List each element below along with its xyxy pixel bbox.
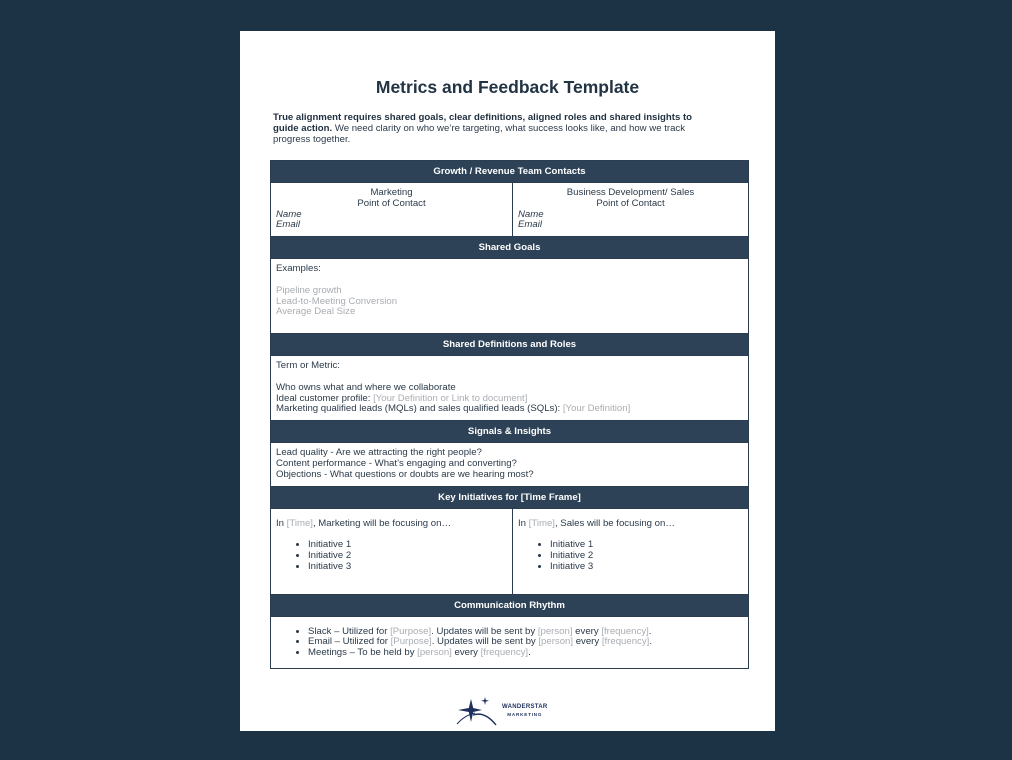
goal-example: Pipeline growth	[276, 284, 342, 296]
leads-placeholder[interactable]: [Your Definition]	[562, 403, 631, 415]
intro-bold: True alignment requires shared goals, clear definitions, aligned roles and shared insights to guide action.	[273, 112, 693, 134]
marketing-poc: Point of Contact	[357, 197, 426, 209]
definitions-cell	[271, 356, 749, 421]
rhythm-cell	[271, 616, 749, 668]
sales-email-field[interactable]: Email	[518, 219, 542, 231]
signals-header: Signals & Insights	[271, 421, 749, 443]
page-title: Metrics and Feedback Template	[375, 77, 640, 97]
rhythm-email: • Email – Utilized for [Purpose]. Updates will be sent by [person] every [frequency].	[308, 637, 743, 648]
rhythm-meetings: • Meetings – To be held by [person] every [frequency].	[308, 648, 743, 659]
marketing-focus-line: In [Time], Marketing will be focusing on…	[276, 517, 452, 529]
list-item: • Initiative 1	[550, 540, 743, 551]
list-item: • Initiative 3	[308, 562, 507, 573]
icp-label: Ideal customer profile:	[276, 392, 374, 404]
goals-cell	[271, 259, 749, 334]
rhythm-list	[276, 627, 743, 659]
marketing-initiative-list	[276, 540, 507, 572]
logo-wordmark: WANDERSTAR	[502, 704, 548, 710]
goals-label: Examples:	[276, 263, 321, 275]
signals-cell	[271, 443, 749, 486]
template-table	[270, 160, 749, 669]
sales-time-placeholder[interactable]: [Time]	[528, 517, 555, 529]
marketing-initiatives-cell	[271, 508, 513, 594]
icp-placeholder[interactable]: [Your Definition or Link to document]	[373, 392, 528, 404]
marketing-email-field[interactable]: Email	[276, 219, 300, 231]
list-item: • Initiative 2	[308, 551, 507, 562]
document-page	[240, 31, 775, 731]
logo-subtitle: MARKETING	[507, 712, 543, 717]
intro-rest: We need clarity on who we’re targeting, what success looks like, and how we track progress together.	[273, 123, 685, 145]
marketing-title: Marketing	[370, 187, 413, 198]
goal-example: Average Deal Size	[276, 306, 356, 318]
term-label: Term or Metric:	[276, 360, 340, 372]
list-item: • Initiative 2	[550, 551, 743, 562]
contacts-header: Growth / Revenue Team Contacts	[271, 161, 749, 183]
intro-paragraph	[273, 112, 713, 145]
marketing-contact-cell	[271, 183, 513, 237]
sales-initiatives-cell	[513, 508, 749, 594]
sales-title: Business Development/ Sales	[566, 187, 695, 198]
sales-name-field[interactable]: Name	[518, 208, 544, 220]
definitions-header: Shared Definitions and Roles	[271, 334, 749, 356]
initiatives-header: Key Initiatives for [Time Frame]	[271, 486, 749, 508]
signal-line: Objections - What questions or doubts are we hearing most?	[276, 468, 534, 480]
leads-label: Marketing qualified leads (MQLs) and sales qualified leads (SQLs):	[276, 403, 563, 415]
sales-initiative-list	[518, 540, 743, 572]
goal-example: Lead-to-Meeting Conversion	[276, 295, 398, 307]
sales-focus-line: In [Time], Sales will be focusing on…	[518, 517, 675, 529]
marketing-time-placeholder[interactable]: [Time]	[286, 517, 313, 529]
wanderstar-logo	[455, 695, 565, 727]
sales-contact-cell	[513, 183, 749, 237]
list-item: • Initiative 3	[550, 562, 743, 573]
goals-header: Shared Goals	[271, 237, 749, 259]
marketing-name-field[interactable]: Name	[276, 208, 302, 220]
signal-line: Content performance - What’s engaging and converting?	[276, 457, 517, 469]
signal-line: Lead quality - Are we attracting the right people?	[276, 447, 482, 459]
rhythm-header: Communication Rhythm	[271, 594, 749, 616]
star-icon	[455, 695, 499, 727]
list-item: • Initiative 1	[308, 540, 507, 551]
who-owns-line: Who owns what and where we collaborate	[276, 381, 456, 393]
leads-line	[276, 404, 743, 415]
sales-poc: Point of Contact	[596, 197, 665, 209]
rhythm-slack: • Slack – Utilized for [Purpose]. Updates will be sent by [person] every [frequency].	[308, 627, 743, 638]
